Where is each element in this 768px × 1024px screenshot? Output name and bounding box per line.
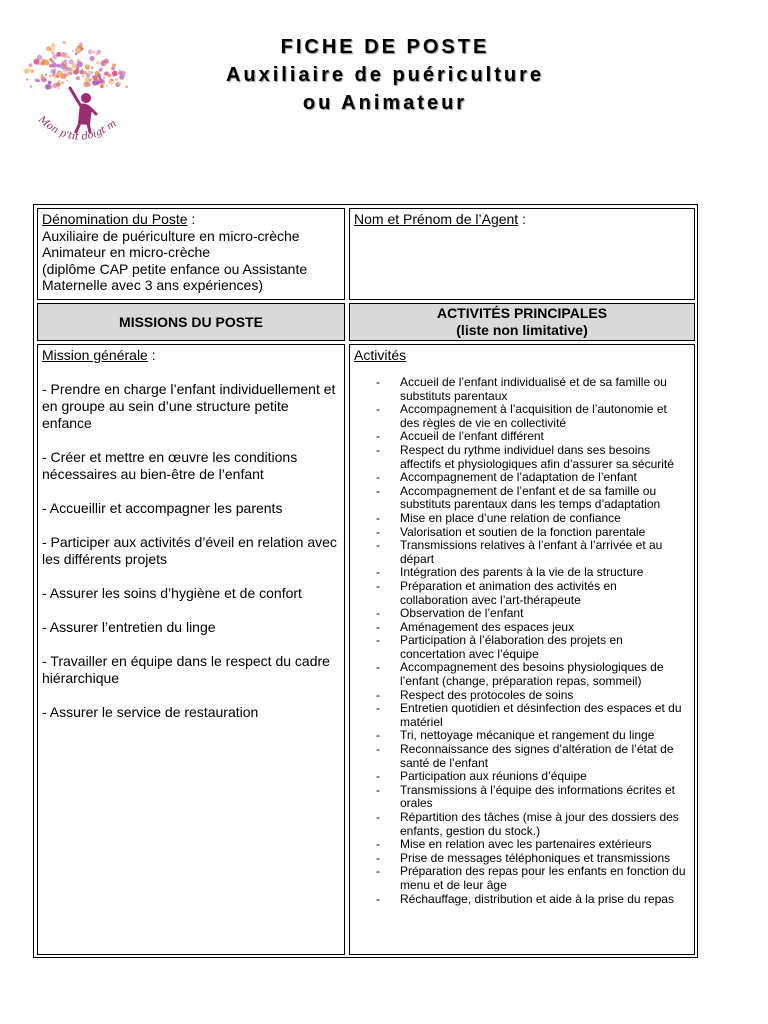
logo-dot [53, 83, 58, 88]
logo-dot [75, 53, 78, 56]
logo-graphic [20, 28, 130, 158]
mission-item: - Accueillir et accompagner les parents [42, 500, 283, 516]
list-item: - Intégration des parents à la vie de la structure [354, 566, 690, 580]
logo-dot [76, 64, 79, 67]
list-item: - Transmissions relatives à l’enfant à l’arrivée et au départ [354, 539, 690, 566]
activities-cell [349, 344, 695, 955]
logo-dot [119, 70, 122, 73]
logo-dot [100, 85, 104, 89]
list-item: - Accueil de l’enfant différent [354, 430, 690, 444]
logo-dot [90, 71, 93, 74]
mission-item: - Assurer l’entretien du linge [42, 619, 216, 635]
list-item: - Prise de messages téléphoniques et transmissions [354, 852, 690, 866]
logo-dot [55, 80, 57, 82]
denomination-line: Auxiliaire de puériculture en micro-crèche [42, 227, 300, 244]
denomination-line: Animateur en micro-crèche [42, 244, 211, 260]
logo-dot [57, 64, 61, 68]
logo-dot [41, 77, 46, 82]
list-item: - Aménagement des espaces jeux [354, 621, 690, 635]
logo-dot [48, 81, 52, 85]
activities-header [349, 303, 695, 341]
logo-dot [94, 77, 97, 80]
logo-dot [68, 56, 70, 58]
activities-header-note: (liste non limitative) [456, 322, 588, 338]
logo-dot [23, 69, 28, 74]
logo-dot [51, 69, 56, 74]
list-item: - Transmissions à l’équipe des informations écrites et orales [354, 784, 690, 811]
denomination-line: (diplôme CAP petite enfance ou Assistante Maternelle avec 3 ans expériences) [42, 260, 308, 293]
logo-dot [46, 46, 51, 51]
logo-dot [40, 58, 43, 61]
logo-dot [99, 79, 103, 83]
agent-cell [349, 208, 695, 300]
logo-dot [119, 75, 124, 80]
logo-dot [106, 85, 108, 87]
missions-header: MISSIONS DU POSTE [37, 303, 345, 341]
logo-dot [45, 84, 51, 90]
logo-dot [44, 60, 50, 66]
logo-dot [105, 72, 109, 76]
denomination-colon: : [187, 211, 196, 227]
list-item: - Accompagnement de l’enfant et de sa famille ou substituts parentaux dans les temps d’adaptation [354, 485, 690, 512]
logo-dot [99, 68, 102, 71]
logo-dot [30, 85, 33, 88]
list-item: - Réchauffage, distribution et aide à la prise du repas [354, 893, 690, 907]
mission-item: - Créer et mettre en œuvre les conditions nécessaires au bien-être de l’enfant [42, 449, 298, 482]
logo-dot [95, 53, 98, 56]
logo-dot [29, 63, 33, 67]
logo-dot [35, 79, 38, 82]
logo-dot [61, 61, 67, 67]
logo-dot [86, 73, 90, 77]
agent-label: Nom et Prénom de l’Agent [354, 211, 519, 227]
logo-dot [63, 74, 67, 78]
logo-dot [63, 41, 66, 44]
missions-colon: : [147, 347, 156, 363]
list-item: - Mise en relation avec les partenaires extérieurs [354, 838, 690, 852]
list-item: - Répartition des tâches (mise à jour des dossiers des enfants, gestion du stock.) [354, 811, 690, 838]
logo-dot [91, 79, 93, 81]
logo-dot [91, 67, 93, 69]
page-subtitle-line1: Auxiliaire de puériculture [225, 64, 545, 86]
logo-dot [92, 81, 97, 86]
list-item: - Participation aux réunions d’équipe [354, 770, 690, 784]
list-item: - Accompagnement des besoins physiologiques de l’enfant (change, préparation repas, sommeil) [354, 661, 690, 688]
logo-dot [115, 78, 118, 81]
page-title: FICHE DE POSTE [280, 36, 490, 58]
list-item: - Accompagnement à l’acquisition de l’autonomie et des règles de vie en collectivité [354, 403, 690, 430]
logo-dot [82, 75, 84, 77]
logo-dot [51, 43, 55, 47]
logo-dot [110, 78, 113, 81]
logo-dot [75, 47, 81, 53]
activities-label: Activités [354, 347, 407, 363]
denomination-label: Dénomination du Poste [42, 211, 188, 227]
denomination-cell [37, 208, 345, 300]
logo-dot [81, 73, 83, 75]
missions-label: Mission générale [42, 347, 148, 363]
logo-dot [82, 68, 84, 70]
logo-dot [49, 75, 52, 78]
logo-dot [112, 71, 118, 77]
logo-dot [60, 52, 65, 57]
logo [20, 28, 130, 158]
page-subtitle-line2: ou Animateur [302, 92, 468, 114]
logo-dot [103, 77, 105, 79]
mission-item: - Participer aux activités d’éveil en relation avec les différents projets [42, 534, 337, 567]
logo-dot [92, 76, 94, 78]
logo-dot [85, 65, 90, 70]
logo-dot [88, 71, 90, 73]
logo-dot [125, 85, 128, 88]
logo-dot [31, 69, 35, 73]
list-item: - Valorisation et soutien de la fonction parentale [354, 526, 690, 540]
logo-dot [112, 63, 116, 67]
logo-dot [70, 71, 72, 73]
mission-item: - Travailler en équipe dans le respect du cadre hiérarchique [42, 653, 330, 686]
list-item: - Participation à l’élaboration des projets en concertation avec l’équipe [354, 634, 690, 661]
list-item: - Respect du rythme individuel dans ses besoins affectifs et physiologiques afin d’assurer sa sécurité [354, 444, 690, 471]
mission-item: - Prendre en charge l’enfant individuellement et en groupe au sein d’une structure petite enfance [42, 381, 336, 431]
list-item: - Préparation et animation des activités en collaboration avec l’art-thérapeute [354, 580, 690, 607]
list-item: - Entretien quotidien et désinfection des espaces et du matériel [354, 702, 690, 729]
logo-dot [88, 84, 91, 87]
logo-caption: Mon p'tit doigt m [36, 114, 119, 143]
list-item: - Reconnaissance des signes d’altération de l’état de santé de l’enfant [354, 743, 690, 770]
logo-dot [52, 63, 57, 68]
logo-dot [77, 59, 79, 61]
logo-dot [58, 80, 61, 83]
logo-dot [93, 51, 95, 53]
logo-dot [66, 80, 68, 82]
logo-dot [76, 76, 80, 80]
list-item: - Tri, nettoyage mécanique et rangement du linge [354, 729, 690, 743]
list-item: - Observation de l’enfant [354, 607, 690, 621]
logo-dot [65, 67, 67, 69]
list-item: - Préparation des repas pour les enfants en fonction du menu et de leur âge [354, 865, 690, 892]
job-sheet-table [33, 204, 698, 958]
list-item: - Accompagnement de l’adaptation de l’enfant [354, 471, 690, 485]
logo-dot [80, 47, 82, 49]
logo-dot [45, 74, 47, 76]
logo-dot [26, 78, 28, 80]
logo-dot [90, 56, 95, 61]
activities-header-title: ACTIVITÉS PRINCIPALES [436, 305, 608, 321]
logo-dot [61, 81, 64, 84]
logo-dot [96, 61, 100, 65]
logo-dot [72, 51, 74, 53]
logo-dot [88, 49, 93, 54]
mission-item: - Assurer le service de restauration [42, 704, 259, 720]
list-item: - Respect des protocoles de soins [354, 689, 690, 703]
activities-list [354, 376, 690, 906]
logo-dot [58, 87, 60, 89]
mission-item: - Assurer les soins d’hygiène et de confort [42, 585, 302, 601]
agent-colon: : [518, 211, 526, 227]
logo-dot [38, 61, 42, 65]
logo-dot [85, 77, 90, 82]
logo-dot [104, 63, 107, 66]
logo-dot [117, 81, 122, 86]
logo-dot [113, 69, 115, 71]
logo-dot [72, 63, 77, 68]
list-item: - Mise en place d’une relation de confiance [354, 512, 690, 526]
list-item: - Accueil de l’enfant individualisé et de sa famille ou substituts parentaux [354, 376, 690, 403]
logo-dot [52, 52, 55, 55]
missions-cell [37, 344, 345, 955]
logo-dot [73, 70, 78, 75]
